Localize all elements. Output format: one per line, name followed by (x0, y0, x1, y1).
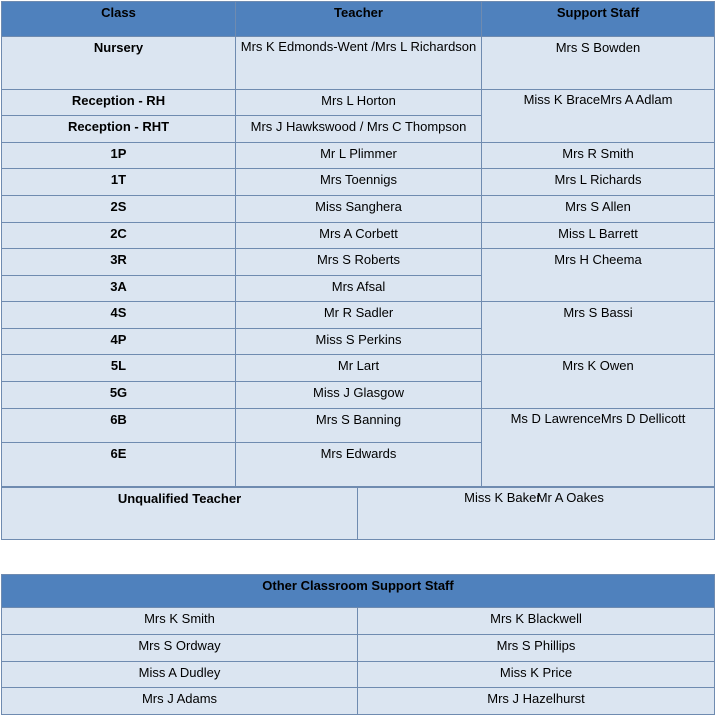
support-cell: Ms D LawrenceMrs D Dellicott (482, 409, 715, 487)
header-teacher: Teacher (236, 2, 482, 37)
teacher-cell: Mrs L Horton (236, 90, 482, 116)
table-row (2, 635, 715, 662)
class-cell: 6E (2, 443, 236, 487)
unqualified-label: Unqualified Teacher (2, 488, 358, 540)
table-row (2, 488, 715, 540)
teacher-cell: Miss S Perkins (236, 329, 482, 355)
class-cell: 3R (2, 249, 236, 276)
support-cell: Mrs H Cheema (482, 249, 715, 302)
class-cell: 1T (2, 169, 236, 196)
teacher-cell: Mrs K Edmonds-Went /Mrs L Richardson (236, 37, 482, 90)
header-row (2, 575, 715, 608)
teacher-cell: Mrs S Banning (236, 409, 482, 443)
staff-cell: Miss A Dudley (2, 662, 358, 688)
staff-cell: Mrs J Hazelhurst (358, 688, 715, 715)
class-cell: 4P (2, 329, 236, 355)
table-row (2, 302, 715, 329)
staff-cell: Mrs K Blackwell (358, 608, 715, 635)
teacher-cell: Mr L Plimmer (236, 143, 482, 169)
other-support-table (1, 574, 715, 715)
class-staff-table (1, 1, 715, 487)
teacher-cell: Mrs J Hawkswood / Mrs C Thompson (236, 116, 482, 143)
class-cell: 4S (2, 302, 236, 329)
teacher-cell: Miss Sanghera (236, 196, 482, 223)
class-cell: Nursery (2, 37, 236, 90)
support-cell: Miss L Barrett (482, 223, 715, 249)
support-cell: Miss K BraceMrs A Adlam (482, 90, 715, 143)
staff-cell: Mrs S Phillips (358, 635, 715, 662)
support-cell: Mrs K Owen (482, 355, 715, 409)
class-cell: 2C (2, 223, 236, 249)
staff-cell: Mrs K Smith (2, 608, 358, 635)
teacher-cell: Mrs Edwards (236, 443, 482, 487)
table-row (2, 143, 715, 169)
class-cell: 2S (2, 196, 236, 223)
table-row (2, 37, 715, 90)
class-cell: Reception - RH (2, 90, 236, 116)
support-cell: Mrs S Bassi (482, 302, 715, 355)
class-cell: Reception - RHT (2, 116, 236, 143)
staff-cell: Mrs J Adams (2, 688, 358, 715)
teacher-cell: Miss J Glasgow (236, 382, 482, 409)
other-support-title: Other Classroom Support Staff (2, 575, 715, 608)
unqualified-names: Miss K BakerMr A Oakes (358, 488, 715, 540)
teacher-cell: Mrs Afsal (236, 276, 482, 302)
support-cell: Mrs R Smith (482, 143, 715, 169)
table-row (2, 662, 715, 688)
table-row (2, 688, 715, 715)
class-cell: 3A (2, 276, 236, 302)
table-row (2, 169, 715, 196)
teacher-cell: Mrs S Roberts (236, 249, 482, 276)
header-support: Support Staff (482, 2, 715, 37)
table-row (2, 249, 715, 276)
teacher-cell: Mr Lart (236, 355, 482, 382)
support-cell: Mrs L Richards (482, 169, 715, 196)
teacher-cell: Mr R Sadler (236, 302, 482, 329)
table-row (2, 608, 715, 635)
table-row (2, 409, 715, 443)
class-cell: 1P (2, 143, 236, 169)
support-cell: Mrs S Bowden (482, 37, 715, 90)
table-row (2, 355, 715, 382)
class-cell: 5G (2, 382, 236, 409)
header-row (2, 2, 715, 37)
table-row (2, 90, 715, 116)
table-row (2, 196, 715, 223)
class-cell: 5L (2, 355, 236, 382)
support-cell: Mrs S Allen (482, 196, 715, 223)
staff-cell: Mrs S Ordway (2, 635, 358, 662)
teacher-cell: Mrs A Corbett (236, 223, 482, 249)
teacher-cell: Mrs Toennigs (236, 169, 482, 196)
unqualified-teacher-table (1, 487, 715, 540)
class-cell: 6B (2, 409, 236, 443)
header-class: Class (2, 2, 236, 37)
staff-cell: Miss K Price (358, 662, 715, 688)
table-row (2, 223, 715, 249)
